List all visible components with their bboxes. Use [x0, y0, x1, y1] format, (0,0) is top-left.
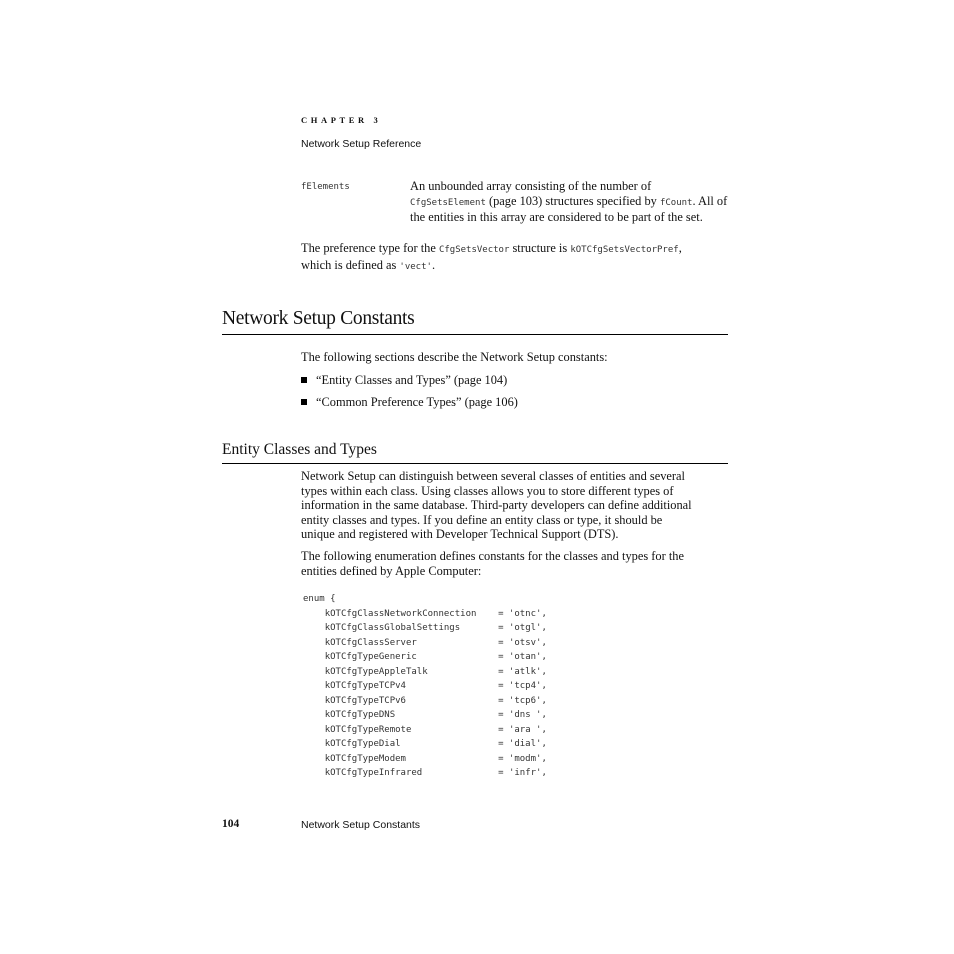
- constant-name: kOTCfgTypeRemote: [324, 724, 412, 735]
- code-constant-line: kOTCfgTypeTCPv4 = 'tcp4',: [324, 681, 547, 691]
- constant-value: 'otgl': [508, 623, 542, 633]
- constant-value: 'dns ': [508, 710, 542, 720]
- constant-value: 'otsv': [508, 637, 542, 648]
- bullet-square-icon: [301, 377, 307, 383]
- term-description: [410, 179, 730, 225]
- bullet-item[interactable]: [301, 373, 507, 388]
- subsection-paragraph-2: [301, 549, 684, 578]
- term-desc-text: . All of the entities in this array are considered to be part of the set.: [410, 193, 728, 225]
- para-line: types within each class. Using classes allows you to store different types of: [301, 483, 674, 498]
- constant-value: 'otan': [508, 652, 542, 662]
- constant-name: kOTCfgTypeDNS: [324, 710, 396, 720]
- para-line: entities defined by Apple Computer:: [301, 563, 482, 578]
- code-constant-line: kOTCfgTypeTCPv6 = 'tcp6',: [324, 695, 547, 706]
- code-constant-line: kOTCfgClassNetworkConnection = 'otnc',: [324, 608, 547, 619]
- bullet-link-text[interactable]: “Entity Classes and Types” (page 104): [316, 373, 508, 387]
- section-heading: Network Setup Constants: [222, 308, 415, 329]
- preference-type-paragraph: [301, 241, 731, 274]
- constant-value: 'atlk': [508, 666, 542, 677]
- para-text: structure is: [509, 241, 571, 255]
- para-text: ,: [678, 241, 682, 255]
- code-constant-line: kOTCfgClassGlobalSettings = 'otgl',: [324, 623, 547, 633]
- code-enum-open: enum {: [303, 594, 336, 604]
- bullet-link-text[interactable]: “Common Preference Types” (page 106): [316, 395, 518, 409]
- para-line: information in the same database. Third-party developers can define additional: [301, 498, 692, 513]
- page-number: 104: [222, 818, 240, 830]
- constant-name: kOTCfgTypeModem: [324, 753, 406, 764]
- code-ref-fcount: fCount: [659, 197, 693, 208]
- para-line: entity classes and types. If you define an entity class or type, it should be: [301, 512, 663, 527]
- para-line: The following enumeration defines constants for the classes and types for the: [301, 549, 684, 563]
- constant-value: 'dial': [508, 739, 542, 749]
- constant-name: kOTCfgTypeInfrared: [324, 768, 423, 778]
- code-ref-pref-constant: kOTCfgSetsVectorPref: [570, 245, 679, 255]
- constant-value: 'tcp4': [508, 681, 542, 691]
- para-text: The preference type for the: [301, 241, 439, 255]
- chapter-label: CHAPTER 3: [301, 115, 382, 125]
- running-header-title: Network Setup Reference: [301, 138, 422, 150]
- code-constant-line: kOTCfgTypeRemote = 'ara ',: [324, 724, 547, 735]
- bullet-square-icon: [301, 399, 307, 405]
- subsection-heading: Entity Classes and Types: [222, 441, 377, 458]
- constant-name: kOTCfgTypeTCPv4: [324, 681, 406, 691]
- term-fElements: fElements: [301, 182, 350, 192]
- code-constant-line: kOTCfgClassServer = 'otsv',: [324, 637, 547, 648]
- code-constant-line: kOTCfgTypeDial = 'dial',: [324, 739, 547, 749]
- code-ref-cfgsetselement: CfgSetsElement: [410, 197, 486, 208]
- constant-name: kOTCfgTypeAppleTalk: [324, 666, 428, 677]
- constant-value: 'tcp6': [508, 695, 542, 706]
- term-desc-text: (page 103) structures specified by: [485, 193, 660, 208]
- constant-value: 'infr': [508, 768, 542, 778]
- constant-name: kOTCfgTypeGeneric: [324, 652, 417, 662]
- para-line: unique and registered with Developer Technical Support (DTS).: [301, 527, 619, 542]
- bullet-item[interactable]: [301, 395, 518, 410]
- para-line: Network Setup can distinguish between several classes of entities and several: [301, 469, 685, 483]
- code-constant-line: kOTCfgTypeAppleTalk = 'atlk',: [324, 666, 547, 677]
- code-constant-line: kOTCfgTypeInfrared = 'infr',: [324, 768, 547, 778]
- section-rule: [222, 334, 728, 335]
- constant-value: 'modm': [508, 753, 542, 764]
- code-constant-line: kOTCfgTypeModem = 'modm',: [324, 753, 547, 764]
- code-constant-line: kOTCfgTypeDNS = 'dns ',: [324, 710, 547, 720]
- para-text: .: [431, 257, 436, 272]
- constant-name: kOTCfgClassNetworkConnection: [324, 608, 477, 619]
- footer-section-title: Network Setup Constants: [301, 819, 421, 831]
- constant-name: kOTCfgClassServer: [324, 637, 417, 648]
- constant-value: 'otnc': [508, 608, 542, 619]
- subsection-rule: [222, 463, 728, 464]
- constant-value: 'ara ': [508, 724, 542, 735]
- para-text: which is defined as: [301, 257, 400, 272]
- subsection-paragraph-1: [301, 469, 692, 542]
- constant-name: kOTCfgTypeDial: [324, 739, 401, 749]
- code-constant-line: kOTCfgTypeGeneric = 'otan',: [324, 652, 547, 662]
- enum-code-block: [303, 592, 547, 781]
- constant-name: kOTCfgClassGlobalSettings: [324, 623, 461, 633]
- section-intro: The following sections describe the Network Setup constants:: [301, 350, 608, 364]
- term-desc-text: An unbounded array consisting of the number of: [410, 179, 652, 193]
- constant-name: kOTCfgTypeTCPv6: [324, 695, 406, 706]
- code-ref-cfgsetsvector: CfgSetsVector: [438, 245, 510, 255]
- code-ref-vect: 'vect': [399, 261, 432, 272]
